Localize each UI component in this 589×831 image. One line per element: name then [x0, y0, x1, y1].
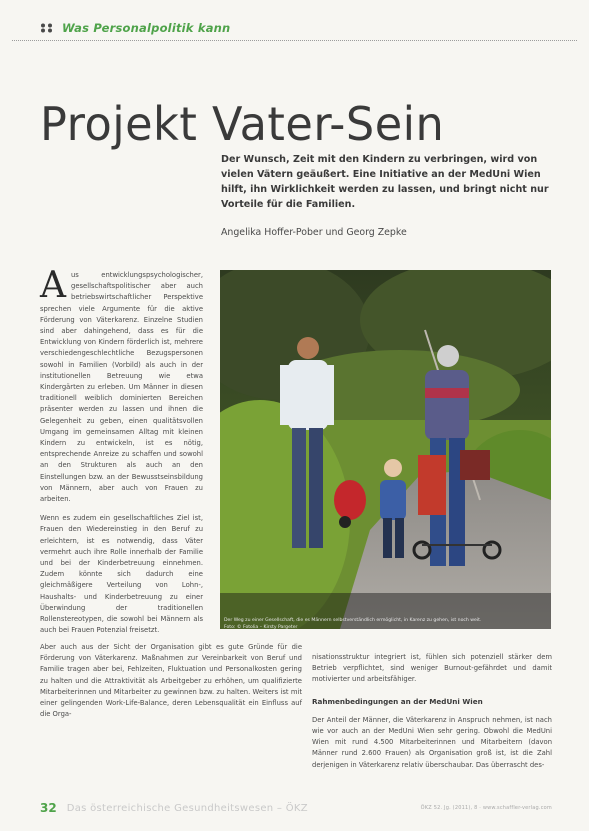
article-photo: [220, 270, 551, 629]
journal-name: Das österreichische Gesundheitswesen – ÖKZ: [66, 802, 308, 814]
paragraph: Der Anteil der Männer, die Väterkarenz in Anspruch nehmen, ist nach wie vor auch an der MedUni Wien sehr gering. Obwohl die MedUni Wien mit rund 4.500 Mitarbeiterinnen und Mitarbeitern (davon Männer rund 2.600 Frauen) als Organisation groß ist, ist die Zahl derjenigen in Väterkarenz relativ überschaubar. Das überrascht des-: [312, 715, 552, 769]
page-footer: [40, 801, 552, 815]
caption-strip: [220, 593, 551, 629]
subheading: Rahmenbedingungen an der MedUni Wien: [312, 696, 483, 706]
section-header: [40, 20, 230, 36]
header-rule: [12, 40, 577, 41]
body-column-bottom-left: [40, 642, 302, 728]
body-column-right: [312, 652, 552, 781]
paragraph-text: us entwicklungspsychologischer, gesellschaftspolitischer aber auch betriebswirtschaftlicher Perspektive sprechen viele Argumente für die aktive Förderung von Väterkarenz. Einzelne Studien sind aber dahingehend, dass es für die Entwicklung von Kindern förderlich ist, mehrere verschiedengeschlechtliche Bezugspersonen sowohl in Familien (Vorbild) als auch in der institutionellen Betreuung wie etwa Kindergärten zu erleben. Um Männer in diesen traditionell weiblich dominierten Bereichen präsenter werden zu lassen und ihnen die Gelegenheit zu geben, einen qualitätsvollen Umgang im gemeinsamen Alltag mit kleinen Kindern zu entwickeln, ist es nötig, entsprechende Anreize zu schaffen und sowohl an den Strukturen als auch an den Einstellungen bzw. an der Bewusstseinsbildung von Männern, aber auch von Frauen zu arbeiten.: [40, 271, 203, 504]
paragraph: Wenn es zudem ein gesellschaftliches Ziel ist, Frauen den Wiedereinstieg in den Beruf zu erleichtern, ist es notwendig, dass Väter vermehrt auch ihre Rolle innerhalb der Familie und bei der Kinderbetreuung einnehmen. Zudem könnte sich dadurch eine gleichmäßigere Verteilung von Lohn-, Haushalts- und Kinderbetreuung zu einer Überwindung der traditionellen Rollenstereotypen, die sowohl bei Männern als auch bei Frauen Potenzial freisetzt.: [40, 514, 203, 635]
body-column-left: [40, 265, 203, 645]
section-label: Was Personalpolitik kann: [62, 21, 231, 35]
article-title: Projekt Vater-Sein: [40, 96, 445, 151]
article-authors: Angelika Hoffer-Pober und Georg Zepke: [221, 227, 407, 238]
drop-cap: A: [40, 265, 66, 306]
article-lead: Der Wunsch, Zeit mit den Kindern zu verbringen, wird von vielen Vätern geäußert. Eine Initiative an der MedUni Wien hilft, ihn Wirklichkeit werden zu lassen, und bringt nicht nur Vorteile für die Familien.: [221, 154, 549, 210]
photo-caption: Der Weg zu einer Gesellschaft, die es Männern selbstverständlich ermöglicht, in Karenz zu gehen, ist noch weit. Foto: © Fotolia – Kirsty Pargeter: [224, 618, 482, 629]
four-dots-icon: [40, 23, 53, 33]
photo-illustration: [220, 270, 551, 629]
footer-citation: ÖKZ 52. Jg. (2011), 8 · www.schaffler-verlag.com: [420, 805, 552, 811]
paragraph: [40, 265, 203, 505]
paragraph: Aber auch aus der Sicht der Organisation gibt es gute Gründe für die Förderung von Väterkarenz. Maßnahmen zur Vereinbarkeit von Beruf und Familie tragen aber bei, Fehlzeiten, Fluktuation und Personalkosten gering zu halten und die Attraktivität als Arbeitgeber zu erhöhen, um qualifizierte Mitarbeiterinnen und Mitarbeiter zu gewinnen bzw. zu halten. Weiters ist mit einer gelingenden Work-Life-Balance, deren Lebensqualität ein Einfluss auf die Orga-: [40, 643, 302, 719]
page-number: 32: [40, 801, 57, 815]
paragraph: nisationsstruktur integriert ist, fühlen sich potenziell stärker dem Betrieb verpflichtet, sind weniger Burnout-gefährdet und damit motivierter und arbeitsfähiger.: [312, 653, 552, 684]
